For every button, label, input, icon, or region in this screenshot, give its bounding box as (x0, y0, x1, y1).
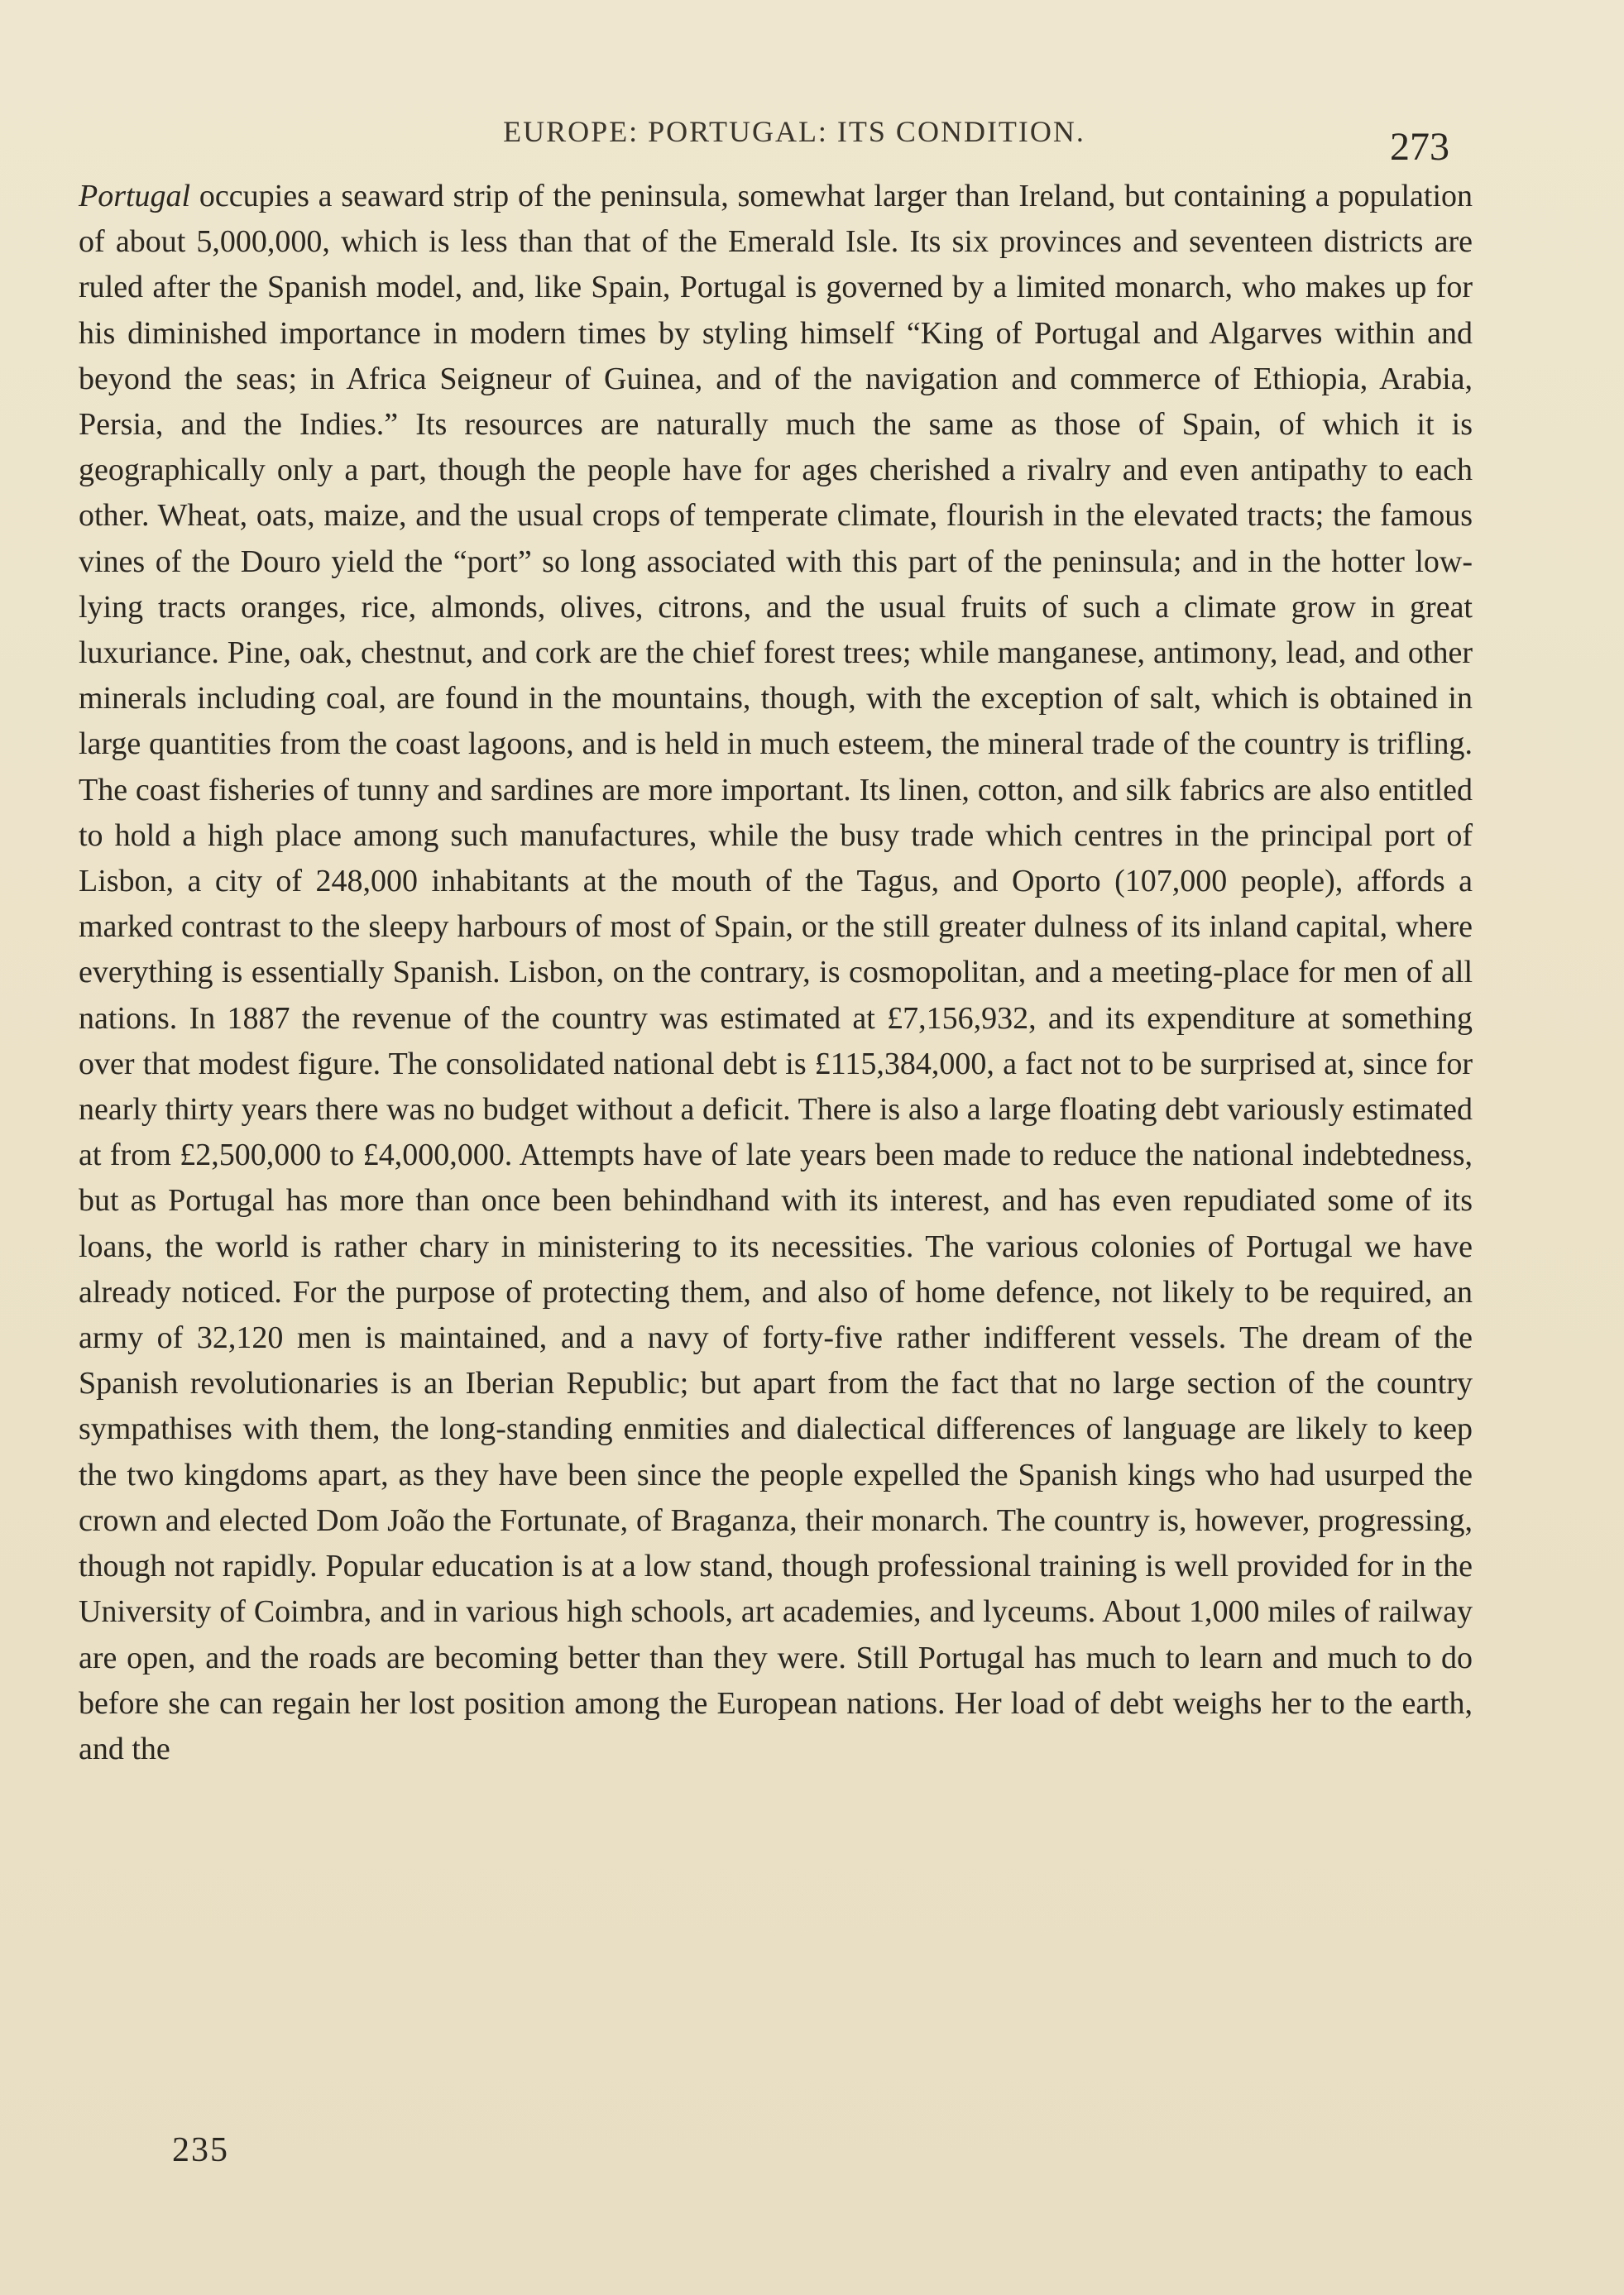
lead-word: Portugal (79, 179, 191, 213)
signature-mark: 235 (172, 2131, 229, 2169)
paragraph-text: occupies a seaward strip of the peninsula, somewhat larger than Ireland, but containing a population of about 5,000,000, which is less than that of the Emerald Isle. Its six provinces and seventeen districts are ruled after the Spanish model, and, like Spain, Portugal is governed by a limited monarch, who makes up for his diminished importance in modern times by styling himself “King of Portugal and Algarves within and beyond the seas; in Africa Seigneur of Guinea, and of the navigation and commerce of Ethiopia, Arabia, Persia, and the Indies.” Its resources are naturally much the same as those of Spain, of which it is geographically only a part, though the people have for ages cherished a rivalry and even antipathy to each other. Wheat, oats, maize, and the usual crops of temperate climate, flourish in the elevated tracts; the famous vines of the Douro yield the “port” so long associated with this part of the peninsula; and in the hotter low-lying tracts oranges, rice, almonds, olives, citrons, and the usual fruits of such a climate grow in great luxuriance. Pine, oak, chestnut, and cork are the chief forest trees; while manganese, antimony, lead, and other minerals including coal, are found in the mountains, though, with the exception of salt, which is obtained in large quantities from the coast lagoons, and is held in much esteem, the mineral trade of the country is trifling. The coast fisheries of tunny and sardines are more important. Its linen, cotton, and silk fabrics are also entitled to hold a high place among such manufactures, while the busy trade which centres in the principal port of Lisbon, a city of 248,000 inhabitants at the mouth of the Tagus, and Oporto (107,000 people), affords a marked contrast to the sleepy harbours of most of Spain, or the still greater dulness of its inland capital, where everything is essentially Spanish. Lisbon, on the contrary, is cosmopolitan, and a meeting-place for men of all nations. In 1887 the revenue of the country was estimated at £7,156,932, and its expenditure at something over that modest figure. The consolidated national debt is £115,384,000, a fact not to be surprised at, since for nearly thirty years there was no budget without a deficit. There is also a large floating debt variously estimated at from £2,500,000 to £4,000,000. Attempts have of late years been made to reduce the national indebtedness, but as Portugal has more than once been behindhand with its interest, and has even repudiated some of its loans, the world is rather chary in ministering to its necessities. The various colonies of Portugal we have already noticed. For the purpose of protecting them, and also of home defence, not likely to be required, an army of 32,120 men is maintained, and a navy of forty-five rather indifferent vessels. The dream of the Spanish revolutionaries is an Iberian Republic; but apart from the fact that no large section of the country sympathises with them, the long-standing enmities and dialectical differences of language are likely to keep the two kingdoms apart, as they have been since the people expelled the Spanish kings who had usurped the crown and elected Dom João the Fortunate, of Braganza, their monarch. The country is, however, progressing, though not rapidly. Popular education is at a low stand, though professional training is well provided for in the University of Coimbra, and in various high schools, art academies, and lyceums. About 1,000 miles of railway are open, and the roads are becoming better than they were. Still Portugal has much to learn and much to do before she can regain her lost position among the European nations. Her load of debt weighs her to the earth, and the (79, 179, 1473, 1766)
running-head: EUROPE: PORTUGAL: ITS CONDITION. (503, 115, 1085, 148)
page-number: 273 (1390, 125, 1449, 169)
body-paragraph (79, 174, 1473, 1772)
